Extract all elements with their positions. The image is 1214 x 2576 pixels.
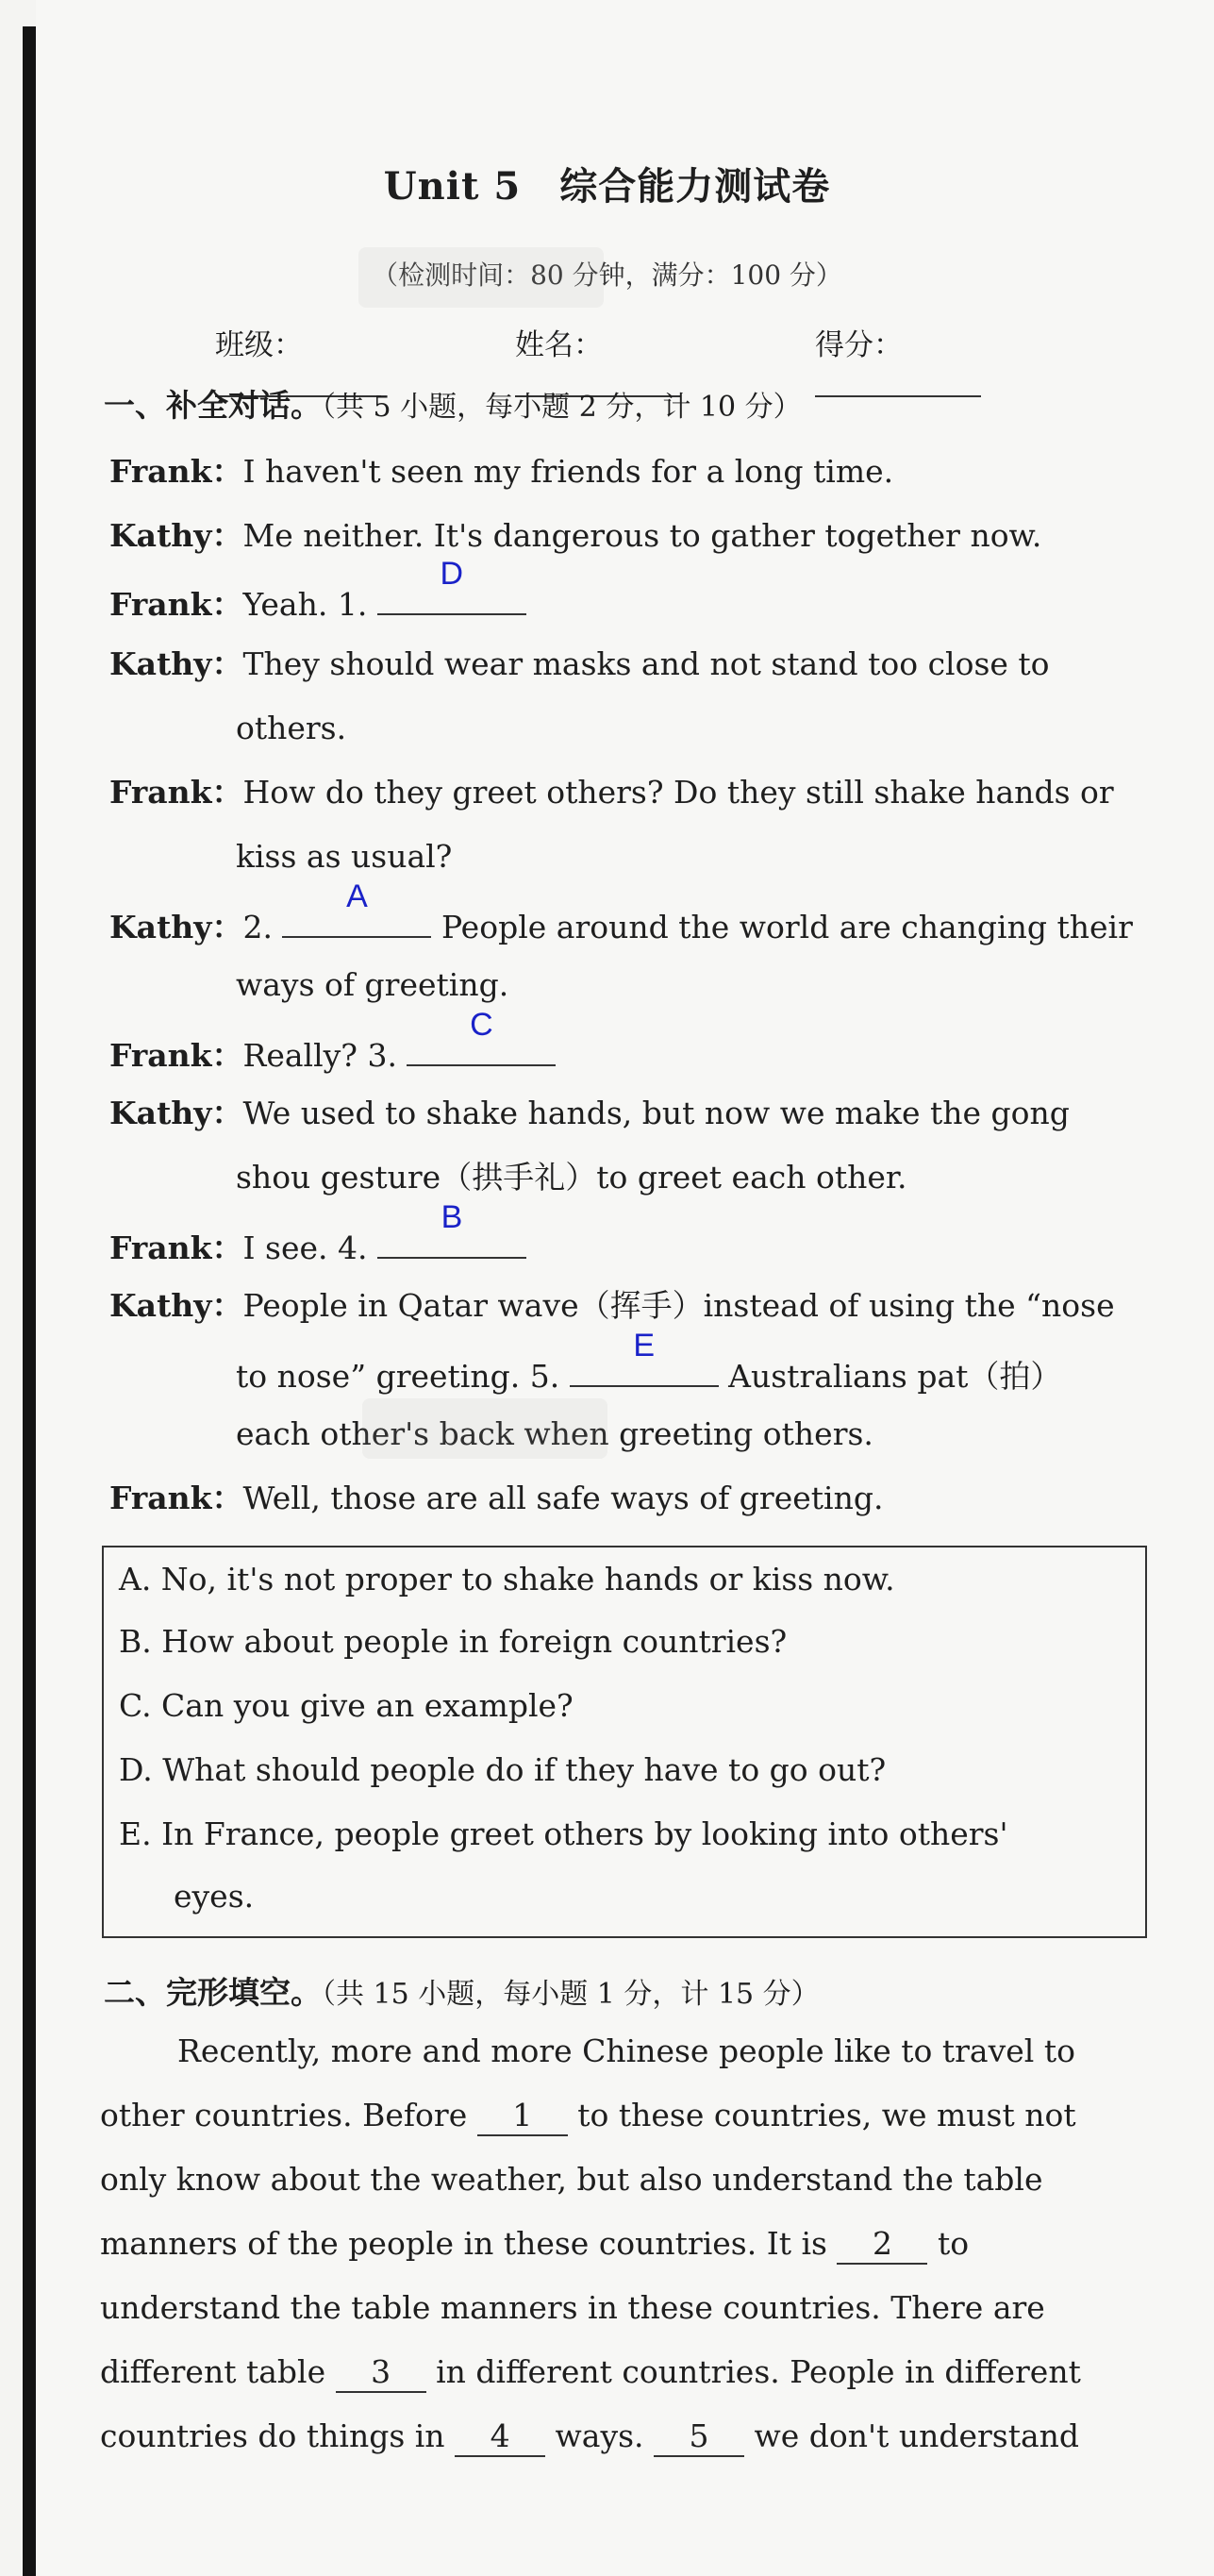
passage-line: understand the table manners in these countries. There are: [100, 2289, 1045, 2326]
dialogue-line: [109, 774, 1156, 811]
line-text: in different countries. People in different: [425, 2353, 1081, 2390]
dialogue-line: [109, 1199, 1156, 1267]
line-text: shou gesture（拱手礼）to greet each other.: [236, 1159, 907, 1196]
option-e-continued: eyes.: [174, 1878, 255, 1915]
page-title: Unit 5 综合能力测试卷: [383, 164, 831, 209]
passage-line: [100, 2417, 1149, 2457]
answer-blank-4[interactable]: [377, 1199, 526, 1259]
test-time-note: （检测时间：80 分钟，满分：100 分）: [372, 259, 842, 291]
line-text: Australians pat（拍）: [718, 1358, 1062, 1395]
line-text: People in Qatar wave（挥手）instead of using the “nose: [242, 1287, 1115, 1324]
line-text: different table: [100, 2353, 336, 2390]
watermark-logo: [362, 1398, 607, 1459]
passage-line: [100, 2225, 1149, 2265]
cloze-blank-4[interactable]: 4: [455, 2417, 545, 2457]
option-d: D. What should people do if they have to go out?: [119, 1751, 887, 1788]
line-text: I haven't seen my friends for a long time.: [242, 453, 894, 490]
line-text: People around the world are changing their: [431, 909, 1133, 945]
answer-5: E: [633, 1328, 656, 1363]
cloze-blank-5[interactable]: 5: [654, 2417, 744, 2457]
section1-note: （共 5 小题，每小题 2 分，计 10 分）: [322, 391, 802, 424]
cloze-blank-3[interactable]: 3: [336, 2353, 426, 2393]
speaker-label: Kathy：: [109, 517, 243, 554]
dialogue-line: [236, 710, 1214, 747]
dialogue-line: [109, 1007, 1156, 1075]
speaker-label: Kathy：: [109, 1287, 243, 1324]
speaker-label: Frank：: [109, 586, 243, 623]
line-text: ways of greeting.: [236, 966, 509, 1003]
line-text: other countries. Before: [100, 2097, 477, 2133]
speaker-label: Frank：: [109, 1229, 243, 1266]
line-text: Me neither. It's dangerous to gather together now.: [242, 517, 1042, 554]
speaker-label: Frank：: [109, 774, 243, 811]
line-text: to: [927, 2225, 970, 2262]
line-text: How do they greet others? Do they still shake hands or: [242, 774, 1114, 811]
section1-title: 一、补全对话。: [104, 387, 322, 424]
line-text: kiss as usual?: [236, 838, 453, 875]
line-text: Well, those are all safe ways of greeting.: [242, 1480, 884, 1516]
line-text: 2.: [242, 909, 283, 945]
line-text: we don't understand: [744, 2417, 1080, 2454]
dialogue-line: [236, 966, 1214, 1004]
section1-heading: [104, 381, 802, 426]
speaker-label: Frank：: [109, 1037, 243, 1074]
answer-blank-5[interactable]: [570, 1328, 719, 1387]
passage-line: [100, 2097, 1149, 2136]
cloze-blank-2[interactable]: 2: [837, 2225, 927, 2265]
dialogue-line: [109, 1095, 1156, 1132]
answer-3: C: [470, 1007, 493, 1043]
dialogue-line: [109, 517, 1156, 555]
dialogue-line: [236, 1328, 1214, 1396]
line-text: They should wear masks and not stand too close to: [242, 645, 1050, 682]
speaker-label: Frank：: [109, 453, 243, 490]
line-text: Really? 3.: [242, 1037, 407, 1074]
line-text: manners of the people in these countries. It is: [100, 2225, 838, 2262]
speaker-label: Frank：: [109, 1480, 243, 1516]
name-label: 姓名：: [515, 328, 603, 362]
line-text: I see. 4.: [242, 1229, 377, 1266]
class-label: 班级：: [215, 328, 303, 362]
passage-line: Recently, more and more Chinese people like to travel to: [177, 2032, 1075, 2069]
dialogue-line: [109, 453, 1156, 491]
section2-title: 二、完形填空。: [104, 1974, 322, 2011]
speaker-label: Kathy：: [109, 1095, 243, 1131]
option-c: C. Can you give an example?: [119, 1687, 574, 1724]
dialogue-line: [236, 838, 1214, 876]
score-blank[interactable]: [815, 367, 981, 397]
speaker-label: Kathy：: [109, 645, 243, 682]
options-box: [102, 1546, 1147, 1938]
line-text: to these countries, we must not: [567, 2097, 1076, 2133]
line-text: countries do things in: [100, 2417, 456, 2454]
line-text: each other's back when greeting others.: [236, 1415, 873, 1452]
dialogue-line: [109, 1480, 1156, 1517]
line-text: others.: [236, 710, 347, 746]
dialogue-line: [109, 1287, 1156, 1325]
answer-blank-1[interactable]: [377, 556, 526, 615]
option-e: E. In France, people greet others by looking into others': [119, 1815, 1008, 1852]
dialogue-line: [236, 1159, 1214, 1196]
dialogue-line: [109, 878, 1156, 946]
line-text: We used to shake hands, but now we make the gong: [242, 1095, 1070, 1131]
line-text: to nose” greeting. 5.: [236, 1358, 570, 1395]
option-a: A. No, it's not proper to shake hands or kiss now.: [119, 1561, 895, 1597]
line-text: ways.: [545, 2417, 655, 2454]
score-field[interactable]: [815, 321, 1064, 397]
binding-spine: [23, 26, 36, 2576]
score-label: 得分：: [815, 328, 903, 362]
passage-line: only know about the weather, but also understand the table: [100, 2161, 1043, 2198]
speaker-label: Kathy：: [109, 909, 243, 945]
answer-2: A: [346, 878, 368, 914]
answer-blank-3[interactable]: [407, 1007, 556, 1066]
dialogue-line: [109, 556, 1156, 624]
answer-4: B: [441, 1199, 463, 1235]
watermark-logo: [358, 247, 604, 308]
cloze-blank-1[interactable]: 1: [477, 2097, 568, 2136]
line-text: Yeah. 1.: [242, 586, 377, 623]
passage-line: [100, 2353, 1149, 2393]
section2-note: （共 15 小题，每小题 1 分，计 15 分）: [322, 1978, 820, 2011]
dialogue-line: [109, 645, 1156, 683]
option-b: B. How about people in foreign countries?: [119, 1623, 788, 1660]
section2-heading: [104, 1968, 820, 2013]
answer-1: D: [440, 556, 464, 592]
answer-blank-2[interactable]: [282, 878, 431, 938]
